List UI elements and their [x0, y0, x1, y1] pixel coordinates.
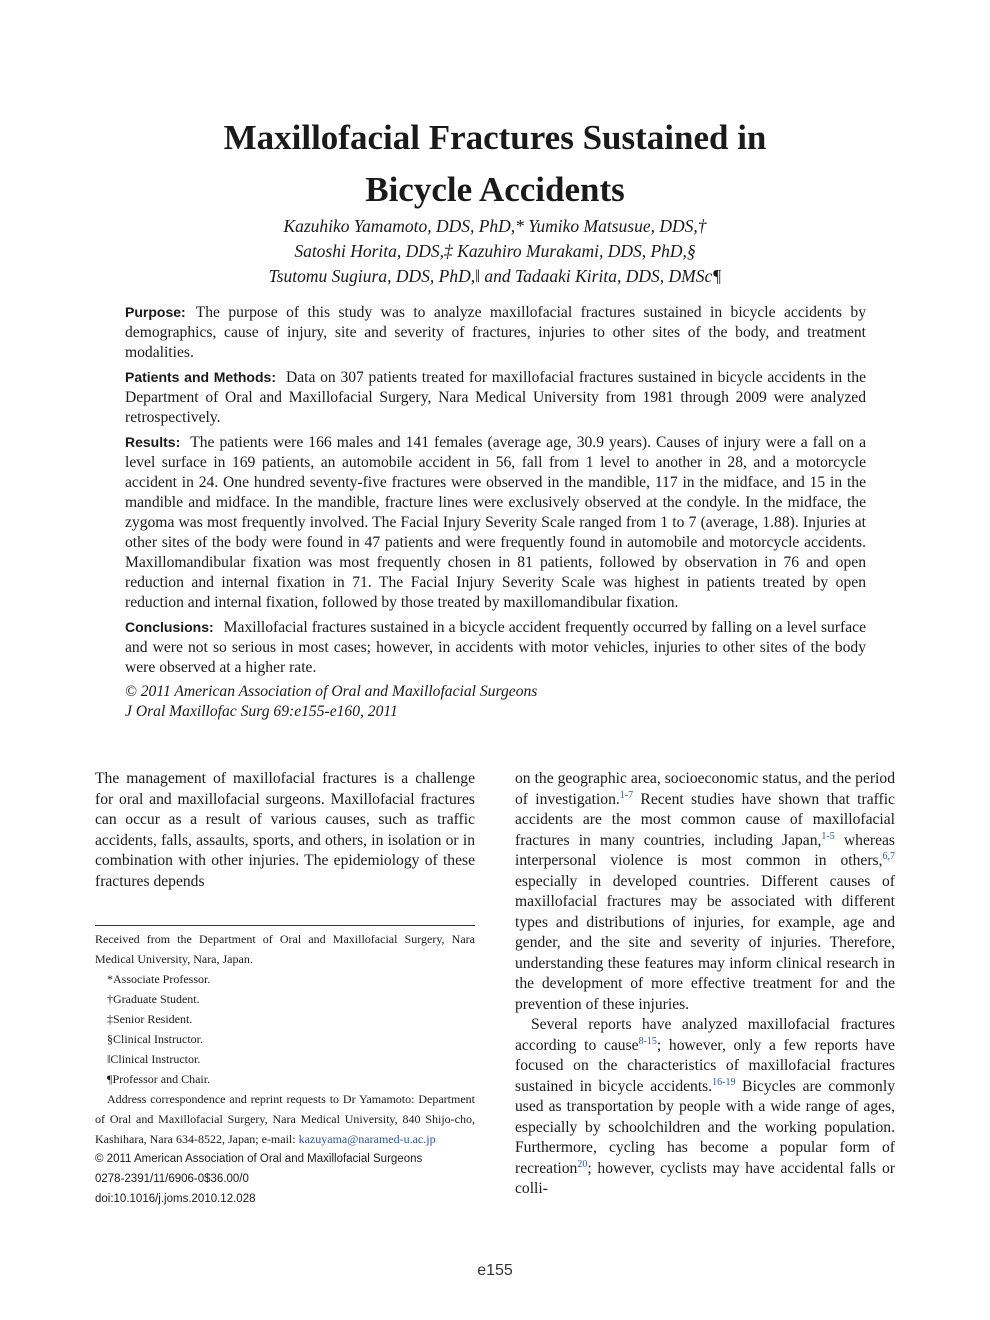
conclusions-text: Maxillofacial fractures sustained in a bicycle accident frequently occurred by falling on a level surface and were not so serious in most cases; however, in accidents with motor vehicles, injuries to other sites of the body were observed at a higher rate.: [125, 619, 866, 676]
body-column-left: [95, 769, 475, 892]
journal-citation: J Oral Maxillofac Surg 69:e155-e160, 2011: [125, 703, 398, 720]
text-run: ; however, cyclists may have accidental falls or colli-: [515, 1159, 895, 1197]
abstract-purpose: [125, 302, 866, 363]
footnote-doi: doi:10.1016/j.joms.2010.12.028: [95, 1193, 256, 1205]
text-run: ; however, only a few reports have focused on the characteristics of maxillofacial fractures sustained in bicycle accidents.: [515, 1036, 895, 1095]
article-title: [95, 112, 895, 216]
intro-paragraph-2: [515, 1015, 895, 1200]
abstract: [125, 302, 866, 722]
footnote-received: Received from the Department of Oral and Maxillofacial Surgery, Nara Medical University, Nara, Japan.: [95, 932, 475, 966]
author-list: [95, 214, 895, 289]
conclusions-label: Conclusions:: [125, 619, 214, 635]
footnote-copyright: © 2011 American Association of Oral and Maxillofacial Surgeons: [95, 1153, 423, 1165]
address-text: Address correspondence and reprint requests to Dr Yamamoto: Department of Oral and Maxillofacial Surgery, Nara Medical University, 840 Shijo-cho, Kashihara, Nara 634-8522, Japan; e-mail:: [95, 1092, 475, 1146]
results-text: The patients were 166 males and 141 females (average age, 30.9 years). Causes of injury were a fall on a level surface in 169 patients, an automobile accident in 56, fall from 1 level to another in 28, and a motorcycle accident in 24. One hundred seventy-five fractures were observed in the mandible, 117 in the midface, and 15 in the mandible and midface. In the mandible, fracture lines were exclusively observed at the condyle. In the midface, the zygoma was most frequently involved. The Facial Injury Severity Scale ranged from 1 to 7 (average, 1.88). Injuries at other sites of the body were found in 47 patients and were frequently found in automobile and motorcycle accidents. Maxillomandibular fixation was most frequently chosen in 81 patients, followed by observation in 76 and open reduction and internal fixation in 71. The Facial Injury Severity Scale was highest in patients treated by open reduction and internal fixation, followed by those treated by maxillomandibular fixation.: [125, 434, 866, 611]
author-line-2: Satoshi Horita, DDS,‡ Kazuhiro Murakami, DDS, PhD,§: [294, 241, 696, 261]
reference-link[interactable]: 8-15: [638, 1035, 657, 1047]
intro-paragraph-1-cont: [515, 769, 895, 1015]
body-column-right: [515, 769, 895, 1200]
methods-text: Data on 307 patients treated for maxillofacial fractures sustained in bicycle accidents in the Department of Oral and Maxillofacial Surgery, Nara Medical University from 1981 through 2009 were analyzed retrospectively.: [125, 369, 866, 426]
methods-label: Patients and Methods:: [125, 369, 276, 385]
footnotes: [95, 929, 475, 1209]
footnote-3: ‡Senior Resident.: [107, 1012, 193, 1026]
title-line-2: Bicycle Accidents: [365, 170, 625, 209]
author-line-3: Tsutomu Sugiura, DDS, PhD,‖ and Tadaaki Kirita, DDS, DMSc¶: [268, 266, 722, 286]
text-run: Bicycles are commonly used as transportation by people with a wide range of ages, especially by schoolchildren and the working population. Furthermore, cycling has become a popular form of recreation: [515, 1077, 895, 1177]
footnote-4: §Clinical Instructor.: [107, 1032, 203, 1046]
text-run: on the geographic area, socioeconomic status, and the period of investigation.: [515, 770, 895, 808]
footnote-code: 0278-2391/11/6906-0$36.00/0: [95, 1173, 249, 1185]
title-line-1: Maxillofacial Fractures Sustained in: [223, 118, 767, 157]
purpose-label: Purpose:: [125, 304, 186, 320]
text-run: Several reports have analyzed maxillofacial fractures according to cause: [515, 1016, 895, 1054]
reference-link[interactable]: 6,7: [882, 850, 895, 862]
results-label: Results:: [125, 434, 181, 450]
footnote-address: [95, 1089, 475, 1149]
abstract-conclusions: [125, 617, 866, 678]
abstract-methods: [125, 367, 866, 428]
reference-link[interactable]: 1-7: [619, 789, 634, 801]
text-run: Recent studies have shown that traffic accidents are the most common cause of maxillofacial fractures in many countries, including Japan,: [515, 790, 895, 849]
purpose-text: The purpose of this study was to analyze maxillofacial fractures sustained in bicycle accidents by demographics, cause of injury, site and severity of fractures, injuries to other sites of the body, and treatment modalities.: [125, 304, 866, 361]
footnote-2: †Graduate Student.: [107, 992, 200, 1006]
footnote-6: ¶Professor and Chair.: [107, 1072, 211, 1086]
abstract-copyright: © 2011 American Association of Oral and Maxillofacial Surgeons: [125, 683, 538, 700]
intro-paragraph-1: The management of maxillofacial fractures is a challenge for oral and maxillofacial surgeons. Maxillofacial fractures can occur as a result of various causes, such as traffic accidents, falls, assaults, sports, and others, in isolation or in combination with other injuries. The epidemiology of these fractures depends: [95, 770, 475, 890]
page-number: e155: [477, 1262, 513, 1279]
email-link[interactable]: kazuyama@naramed-u.ac.jp: [298, 1132, 436, 1146]
abstract-results: [125, 432, 866, 613]
reference-link[interactable]: 20: [577, 1158, 588, 1170]
reference-link[interactable]: 16-19: [712, 1076, 736, 1088]
footnote-5: ‖Clinical Instructor.: [107, 1052, 201, 1066]
reference-link[interactable]: 1-5: [821, 830, 835, 842]
text-run: especially in developed countries. Different causes of maxillofacial fractures may be associated with different types and distributions of injuries, for example, age and gender, and the site and severity of injuries. Therefore, understanding these features may inform clinical research in the development of more effective treatment for and the prevention of these injuries.: [515, 872, 895, 1013]
footnote-divider: [95, 925, 475, 926]
footnote-1: *Associate Professor.: [107, 972, 211, 986]
text-run: whereas interpersonal violence is most common in others,: [515, 831, 895, 869]
author-line-1: Kazuhiko Yamamoto, DDS, PhD,* Yumiko Matsusue, DDS,†: [283, 216, 707, 236]
